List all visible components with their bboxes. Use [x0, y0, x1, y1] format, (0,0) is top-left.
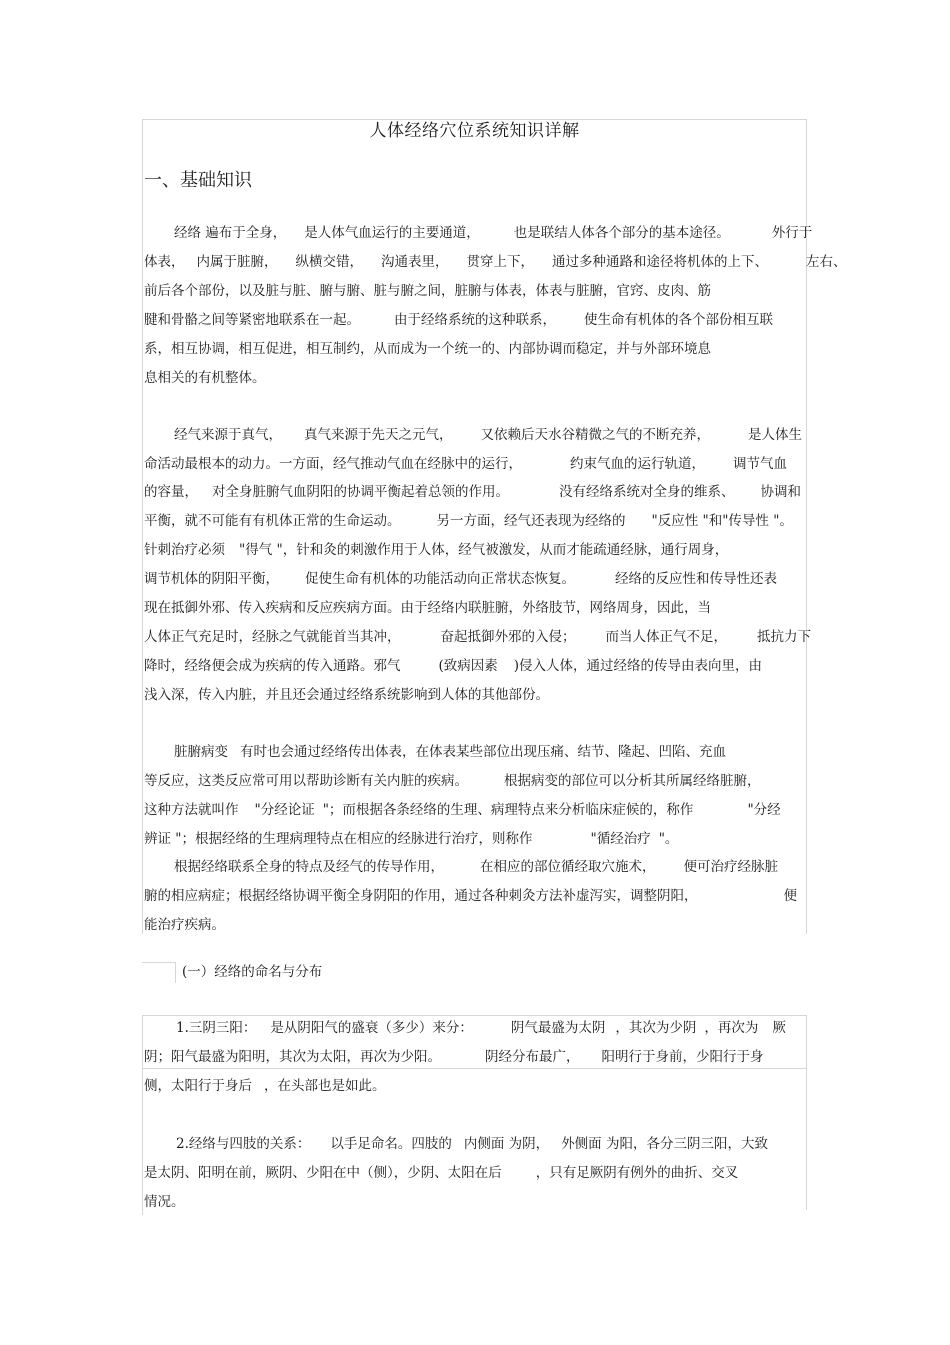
subsection-heading: (一）经络的命名与分布	[182, 964, 323, 980]
paragraph-line: 经气来源于真气， 真气来源于先天之元气， 又依赖后天水谷精微之气的不断充养， 是人体生	[174, 427, 802, 443]
paragraph-line: 前后各个部份，以及脏与脏、腑与腑、脏与腑之间，脏腑与体表，体表与脏腑，官窍、皮肉、筋	[144, 283, 711, 299]
paragraph-line: 等反应，这类反应常可用以帮助诊断有关内脏的疾病。 根据病变的部位可以分析其所属经络脏腑，	[144, 773, 761, 789]
paragraph-line: 这种方法就叫作 "分经论证 "；而根据各条经络的生理、病理特点来分析临床症候的，称作 "分经	[144, 802, 781, 818]
paragraph-line: 的容量， 对全身脏腑气血阴阳的协调平衡起着总领的作用。 没有经络系统对全身的维系、 协调和	[144, 484, 801, 500]
paragraph-line: 体表， 内属于脏腑， 纵横交错， 沟通表里， 贯穿上下， 通过多种通路和途径将机体的上下、 左右、	[144, 254, 847, 270]
paragraph-line: 腑的相应病症；根据经络协调平衡全身阴阳的作用，通过各种刺灸方法补虚泻实，调整阴阳， 便	[144, 888, 797, 904]
list-item-line: 2.经络与四肢的关系： 以手足命名。四肢的 内侧面 为阴， 外侧面 为阳，各分三阴三阳，大致	[176, 1136, 768, 1152]
paragraph-line: 针刺治疗必须 "得气 "，针和灸的刺激作用于人体，经气被激发，从而才能疏通经脉，通行周身，	[144, 542, 729, 558]
page-frame-right-lower	[806, 1015, 807, 1210]
page-frame-left-lower	[142, 1015, 143, 1215]
list-item-line: 阴；阳气最盛为阳明，其次为太阳，再次为少阳。 阴经分布最广， 阳明行于身前，少阳行于身	[144, 1049, 764, 1065]
paragraph-line: 根据经络联系全身的特点及经气的传导作用， 在相应的部位循经取穴施术， 便可治疗经脉脏	[174, 859, 778, 875]
paragraph-line: 辨证 "；根据经络的生理病理特点在相应的经脉进行治疗，则称作 "循经治疗 "。	[144, 831, 679, 847]
paragraph-line: 命活动最根本的动力。一方面，经气推动气血在经脉中的运行， 约束气血的运行轨道， 调节气血	[144, 456, 787, 472]
paragraph-line: 浅入深，传入内脏，并且还会通过经络系统影响到人体的其他部份。	[144, 687, 549, 703]
divider-line	[142, 1015, 807, 1016]
section-box-corner	[142, 962, 176, 983]
list-item-line: 情况。	[144, 1194, 185, 1210]
list-item-line: 1.三阴三阳： 是从阴阳气的盛衰（多少）来分： 阴气最盛为太阴 ，其次为少阴 ，再次为 厥	[176, 1020, 786, 1036]
paragraph-line: 系，相互协调，相互促进，相互制约，从而成为一个统一的、内部协调而稳定，并与外部环境息	[144, 341, 711, 357]
paragraph-line: 腱和骨骼之间等紧密地联系在一起。 由于经络系统的这种联系， 使生命有机体的各个部份相互联	[144, 312, 773, 328]
paragraph-line: 现在抵御外邪、传入疾病和反应疾病方面。由于经络内联脏腑，外络肢节，网络周身，因此，当	[144, 600, 711, 616]
paragraph-line: 息相关的有机整体。	[144, 370, 266, 386]
paragraph-line: 脏腑病变 有时也会通过经络传出体表，在体表某些部位出现压痛、结节、隆起、凹陷、充血	[174, 744, 726, 760]
list-item-line: 侧，太阳行于身后 ，在头部也是如此。	[144, 1078, 386, 1094]
paragraph-line: 经络 遍布于全身， 是人体气血运行的主要通道， 也是联结人体各个部分的基本途径。 外行于	[174, 225, 813, 241]
paragraph-line: 人体正气充足时，经脉之气就能首当其冲， 奋起抵御外邪的入侵； 而当人体正气不足， 抵抗力下	[144, 629, 811, 645]
document-title: 人体经络穴位系统知识详解	[369, 121, 580, 141]
list-item-line: 是太阴、阳明在前，厥阴、少阳在中（侧），少阴、太阳在后 ，只有足厥阴有例外的曲折、交叉	[144, 1165, 739, 1181]
page-frame-left	[142, 119, 143, 934]
paragraph-line: 调节机体的阴阳平衡， 促使生命有机体的功能活动向正常状态恢复。 经络的反应性和传导性还表	[144, 571, 777, 587]
paragraph-line: 平衡，就不可能有有机体正常的生命运动。 另一方面，经气还表现为经络的 "反应性 "和"传导性 "。	[144, 513, 793, 529]
paragraph-line: 能治疗疾病。	[144, 917, 225, 933]
paragraph-line: 降时，经络便会成为疾病的传入通路。邪气 (致病因素 )侵入人体，通过经络的传导由表向里，由	[144, 658, 763, 674]
section-heading-basics: 一、基础知识	[144, 170, 252, 191]
divider-line	[142, 1068, 807, 1069]
